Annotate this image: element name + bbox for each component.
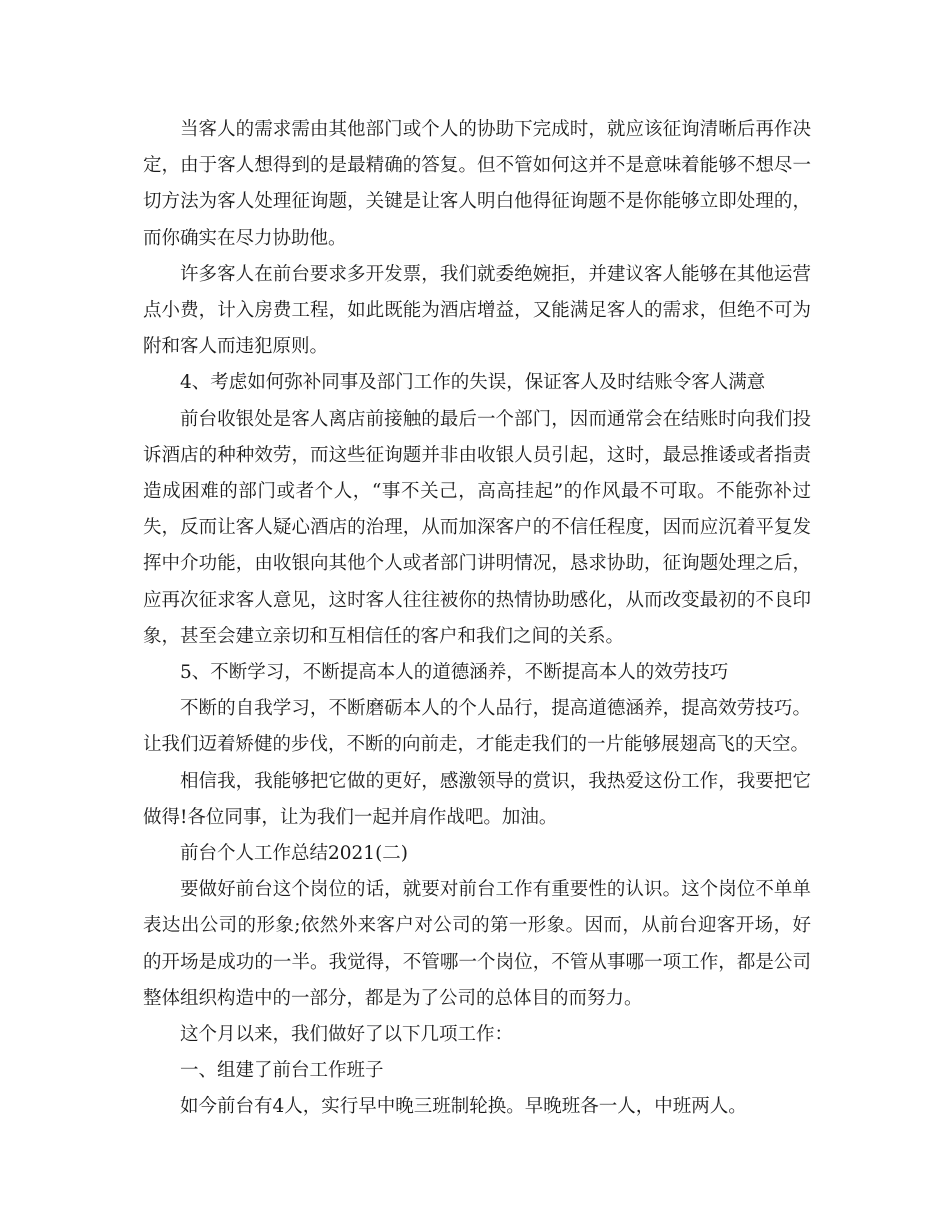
paragraph-work-done-intro: 这个月以来，我们做好了以下几项工作： — [180, 1024, 514, 1046]
document-body — [143, 112, 811, 1126]
paragraph-front-desk-importance: 要做好前台这个岗位的话，就要对前台工作有重要性的认识。这个岗位不单单表达出公司的形象;依然外来客户对公司的第一形象。因而，从前台迎客开场，好的开场是成功的一半。我觉得，不管哪一个岗位，不管从事哪一项工作，都是公司整体组织构造中的一部分，都是为了公司的总体目的而努力。 — [143, 879, 811, 1009]
paragraph-cashier-complaints: 前台收银处是客人离店前接触的最后一个部门，因而通常会在结账时向我们投诉酒店的种种效劳，而这些征询题并非由收银人员引起，这时，最忌推诿或者指责造成困难的部门或者个人，“事不关己，高高挂起”的作风最不可取。不能弥补过失，反而让客人疑心酒店的治理，从而加深客户的不信任程度，因而应沉着平复发挥中介功能，由收银向其他个人或者部门讲明情况，恳求协助，征询题处理之后，应再次征求客人意见，这时客人往往被你的热情协助感化，从而改变最初的不良印象，甚至会建立亲切和互相信任的客户和我们之间的关系。 — [143, 408, 811, 647]
paragraph-invoice-requests: 许多客人在前台要求多开发票，我们就委绝婉拒，并建议客人能够在其他运营点小费，计入房费工程，如此既能为酒店增益，又能满足客人的需求，但绝不可为附和客人而违犯原则。 — [143, 263, 811, 358]
heading-item-5: 5、不断学习，不断提高本人的道德涵养，不断提高本人的效劳技巧 — [180, 662, 729, 684]
paragraph-consult-other-departments: 当客人的需求需由其他部门或个人的协助下完成时，就应该征询清晰后再作决定，由于客人想得到的是最精确的答复。但不管如何这并不是意味着能够不想尽一切方法为客人处理征询题，关键是让客人明白他得征询题不是你能够立即处理的，而你确实在尽力协助他。 — [143, 119, 811, 249]
paragraph-shift-arrangement: 如今前台有4人，实行早中晚三班制轮换。早晚班各一人，中班两人。 — [180, 1096, 747, 1118]
paragraph-self-learning: 不断的自我学习，不断磨砺本人的个人品行，提高道德涵养，提高效劳技巧。让我们迈着矫健的步伐，不断的向前走，才能走我们的一片能够展翅高飞的天空。 — [143, 698, 811, 756]
heading-team-formed: 一、组建了前台工作班子 — [180, 1060, 384, 1082]
paragraph-closing-remarks: 相信我，我能够把它做的更好，感激领导的赏识，我热爱这份工作，我要把它做得!各位同事，让为我们一起并肩作战吧。加油。 — [143, 770, 811, 828]
section-title-part-two: 前台个人工作总结2021(二) — [180, 843, 409, 865]
heading-item-4: 4、考虑如何弥补同事及部门工作的失误，保证客人及时结账令客人满意 — [180, 372, 766, 394]
